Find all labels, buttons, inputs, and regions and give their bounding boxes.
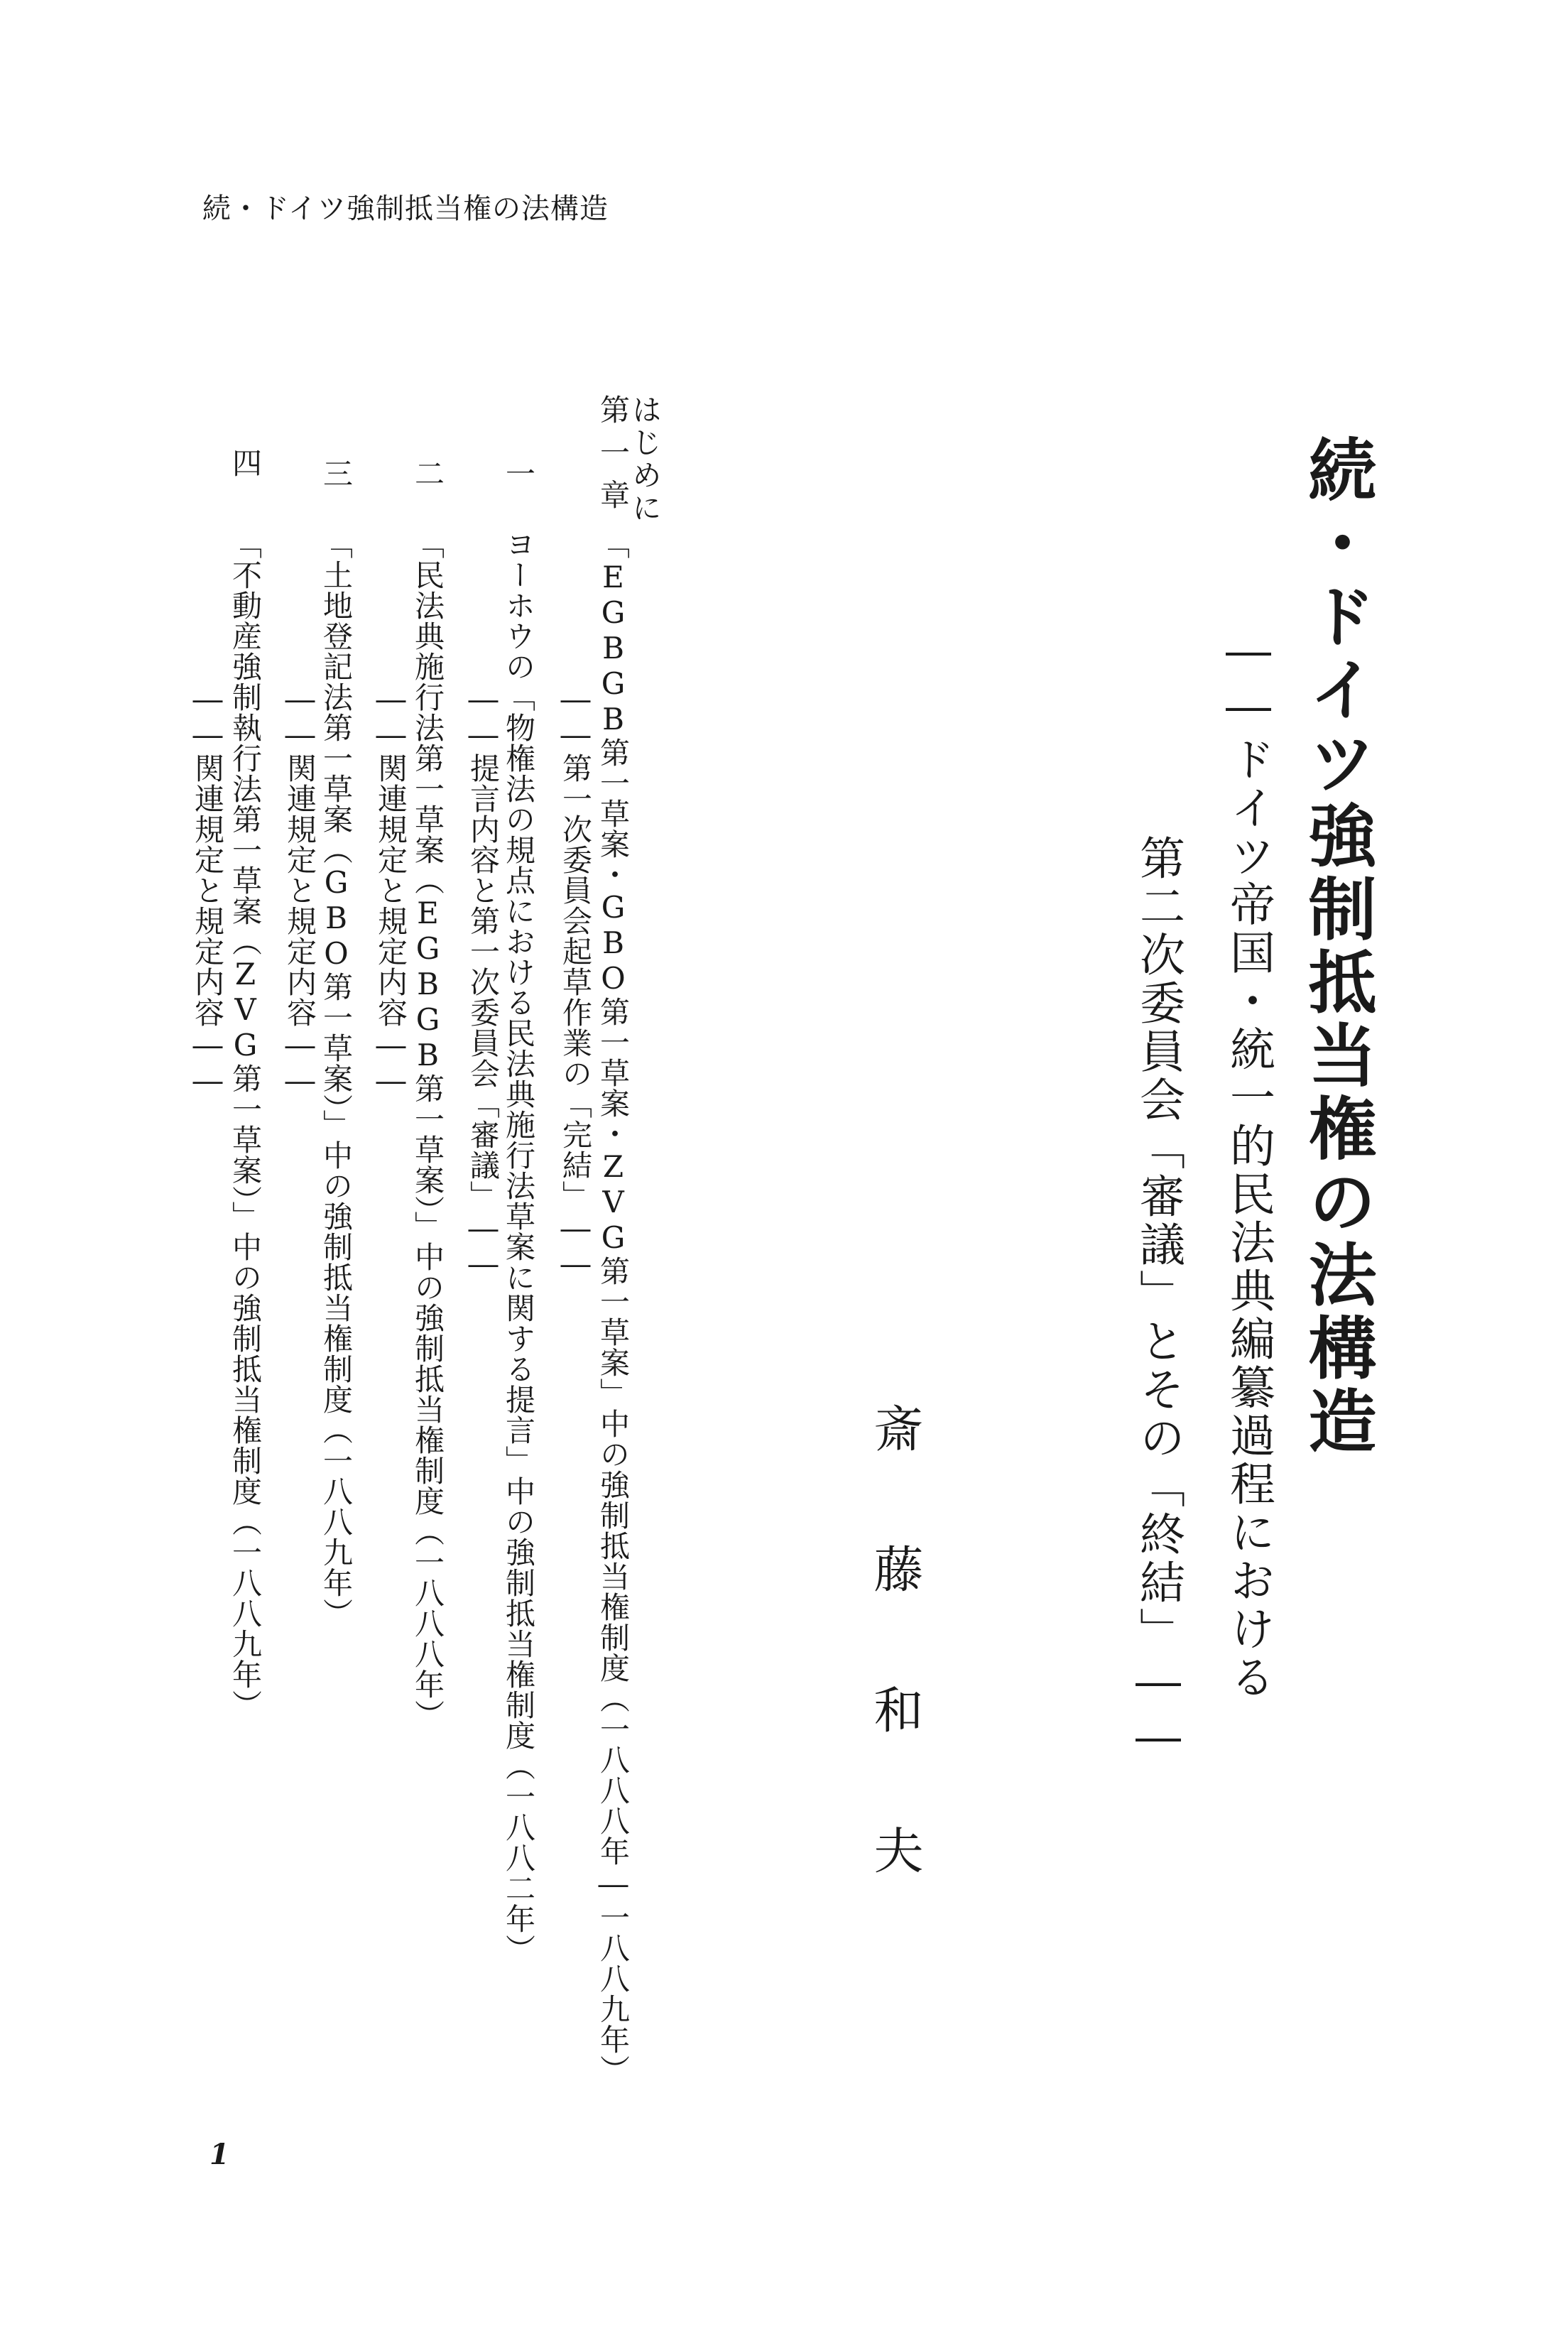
author-name: 斎藤和夫 [866,1403,924,1965]
article-title: 続・ドイツ強制抵当権の法構造 [1297,435,1378,1459]
toc-section4-label: 四 [228,447,263,477]
running-head: 続・ドイツ強制抵当権の法構造 [202,192,609,225]
toc-chapter1-subtitle: ――第一次委員会起草作業の「完結」―― [558,682,593,1282]
article-subtitle-line1: ――ドイツ帝国・統一的民法典編纂過程における [1222,625,1275,1702]
toc-chapter1-label: 第一章 [596,394,631,522]
toc-section2-title: 「民法典施行法第一草案（EGBGB第一草案）」中の強制抵当権制度（一八八八年） [410,529,445,1730]
toc-section2-label: 二 [410,458,445,488]
toc-section3-label: 三 [319,458,354,488]
toc-section1-subtitle: ――提言内容と第一次委員会「審議」―― [466,682,501,1282]
toc-section2-subtitle: ――関連規定と規定内容―― [374,682,408,1099]
toc-section3-title: 「土地登記法第一草案（GBO第一草案）」中の強制抵当権制度（一八八九年） [319,529,354,1629]
page-number: 1 [209,2138,229,2171]
toc-section1-title: ヨーホウの「物権法の規点における民法典施行法草案に関する提言」中の強制抵当権制度（一八八二年） [501,529,536,1964]
toc-section1-label: 一 [501,458,536,488]
toc-chapter1-title: 「EGBGB第一草案・GBO第一草案・ZVG第一草案」中の強制抵当権制度（一八八八年―一八八九年） [596,529,631,2085]
toc-section4-subtitle: ――関連規定と規定内容―― [190,682,225,1099]
toc-introduction: はじめに [628,394,663,525]
article-subtitle-line2: 第二次委員会「審議」とその「終結」―― [1132,835,1185,1766]
toc-section4-title: 「不動産強制執行法第一草案（ZVG第一草案）」中の強制抵当権制度（一八八九年） [228,529,263,1720]
toc-section3-subtitle: ――関連規定と規定内容―― [283,682,317,1099]
